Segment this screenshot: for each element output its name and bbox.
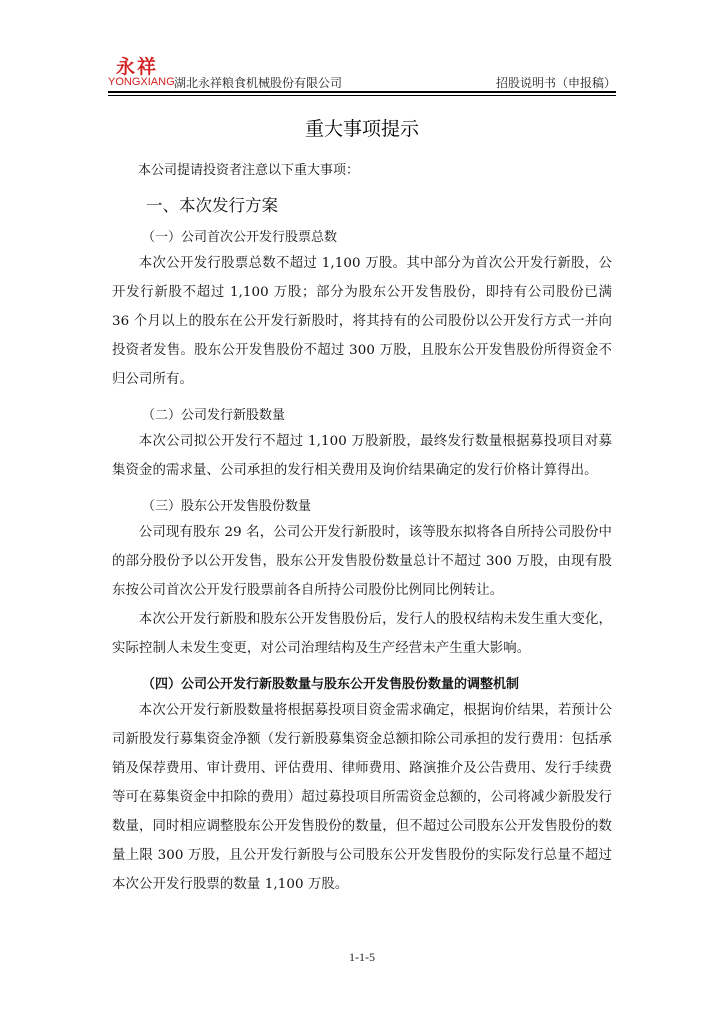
section-heading: 一、本次发行方案 (146, 196, 278, 215)
paragraph-5: 本次公开发行新股数量将根据募投项目资金需求确定，根据询价结果，若预计公司新股发行募集资金净额（发行新股募集资金总额扣除公司承担的发行费用：包括承销及保荐费用、审计费用、评估费用、律师费用、路演推介及公告费用、发行手续费等可在募集资金中扣除的费用）超过募投项目所需资金总额的，公司将减少新股发行数量，同时相应调整股东公开发售股份的数量，但不超过公司股东公开发售股份的数量上限 300 万股，且公开发行新股与公司股东公开发售股份的实际发行总量不超过本次公开发行股票的数量 1,100 万股。 (112, 703, 612, 892)
intro-text: 本公司提请投资者注意以下重大事项： (138, 163, 360, 178)
page-title: 重大事项提示 (304, 118, 419, 140)
paragraph-4: 本次公开发行新股和股东公开发售股份后，发行人的股权结构未发生重大变化，实际控制人未发生变更，对公司治理结构及生产经营未产生重大影响。 (112, 612, 612, 656)
header-rule-thin (108, 95, 616, 96)
subsection-heading-4: （四）公司公开发行新股数量与股东公开发售股份数量的调整机制 (142, 677, 520, 692)
company-name: 湖北永祥粮食机械股份有限公司 (174, 76, 343, 90)
company-logo: 永祥 (116, 56, 159, 78)
subsection-heading-3: （三）股东公开发售股份数量 (142, 499, 312, 514)
subsection-heading-2: （二）公司发行新股数量 (142, 408, 286, 423)
page-number: 1-1-5 (349, 950, 375, 964)
paragraph-3: 公司现有股东 29 名，公司公开发行新股时，该等股东拟将各自所持公司股份中的部分股份予以公开发售，股东公开发售股份数量总计不超过 300 万股，由现有股东按公司首次公开发行股票前各自所持公司股份比例同比例转让。 (112, 525, 612, 598)
paragraph-1: 本次公开发行股票总数不超过 1,100 万股。其中部分为首次公开发行新股，公开发行新股不超过 1,100 万股；部分为股东公开发售股份，即持有公司股份已满 36 个月以上的股东在公开发行新股时，将其持有的公司股份以公开发行方式一并向投资者发售。股东公开发售股份不超过 300 万股，且股东公开发售股份所得资金不归公司所有。 (112, 256, 612, 387)
company-logo-english: YONGXIANG (108, 76, 175, 88)
subsection-heading-1: （一）公司首次公开发行股票总数 (142, 230, 338, 245)
header-rule-thick (108, 91, 616, 93)
paragraph-2: 本次公司拟公开发行不超过 1,100 万股新股，最终发行数量根据募投项目对募集资金的需求量、公司承担的发行相关费用及询价结果确定的发行价格计算得出。 (112, 434, 612, 478)
document-type: 招股说明书（申报稿） (495, 76, 616, 90)
page-header (108, 50, 616, 96)
page-content (112, 108, 612, 899)
